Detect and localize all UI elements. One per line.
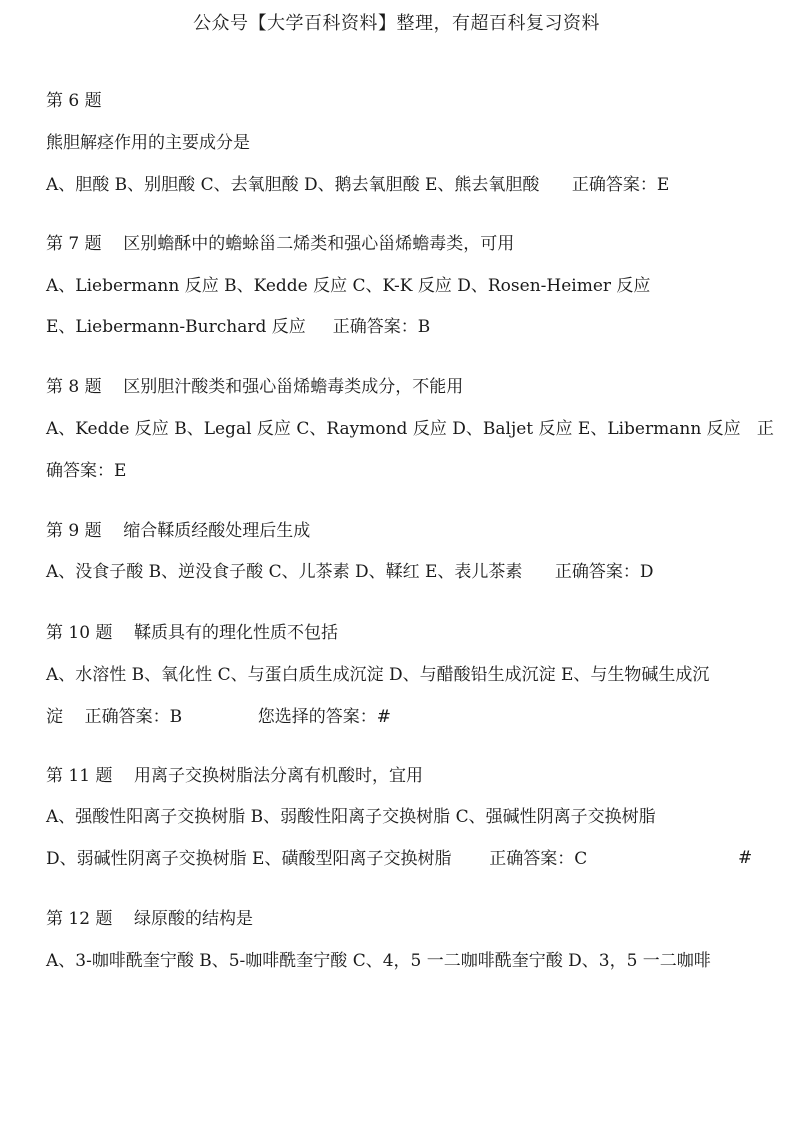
question-6-title: 第 6 题	[46, 91, 102, 111]
question-7-options-cont: E、Liebermann-Burchard 反应 正确答案：B	[46, 317, 431, 337]
question-11-title: 第 11 题 用离子交换树脂法分离有机酸时，宜用	[46, 766, 424, 786]
question-7-options: A、Liebermann 反应 B、Kedde 反应 C、K-K 反应 D、Rosen-Heimer 反应	[46, 276, 651, 296]
question-10-answer: 淀 正确答案：B 您选择的答案：#	[46, 707, 392, 727]
question-10-options: A、水溶性 B、氧化性 C、与蛋白质生成沉淀 D、与醋酸铅生成沉淀 E、与生物碱生成沉	[46, 665, 710, 685]
question-9-options: A、没食子酸 B、逆没食子酸 C、儿茶素 D、鞣红 E、表儿茶素 正确答案：D	[46, 562, 654, 582]
question-11-options-cont: D、弱碱性阴离子交换树脂 E、磺酸型阳离子交换树脂 正确答案：C	[46, 849, 588, 869]
question-7-title: 第 7 题 区别蟾酥中的蟾蜍甾二烯类和强心甾烯蟾毒类，可用	[46, 234, 515, 254]
question-12-title: 第 12 题 绿原酸的结构是	[46, 909, 254, 929]
question-12-options: A、3-咖啡酰奎宁酸 B、5-咖啡酰奎宁酸 C、4，5 一二咖啡酰奎宁酸 D、3，5 一二咖啡	[46, 951, 711, 971]
question-9-title: 第 9 题 缩合鞣质经酸处理后生成	[46, 521, 311, 541]
question-6-options: A、胆酸 B、别胆酸 C、去氧胆酸 D、鹅去氧胆酸 E、熊去氧胆酸 正确答案：E	[46, 175, 670, 195]
question-8-answer: 确答案：E	[46, 461, 127, 481]
question-6-stem: 熊胆解痉作用的主要成分是	[46, 133, 250, 153]
question-11-options: A、强酸性阳离子交换树脂 B、弱酸性阳离子交换树脂 C、强碱性阴离子交换树脂	[46, 807, 656, 827]
question-11-marker: #	[738, 848, 753, 868]
question-10-title: 第 10 题 鞣质具有的理化性质不包括	[46, 623, 339, 643]
question-8-title: 第 8 题 区别胆汁酸类和强心甾烯蟾毒类成分，不能用	[46, 377, 464, 397]
question-8-options: A、Kedde 反应 B、Legal 反应 C、Raymond 反应 D、Baljet 反应 E、Libermann 反应 正	[46, 419, 774, 439]
page-header: 公众号【大学百科资料】整理，有超百科复习资料	[193, 13, 600, 34]
